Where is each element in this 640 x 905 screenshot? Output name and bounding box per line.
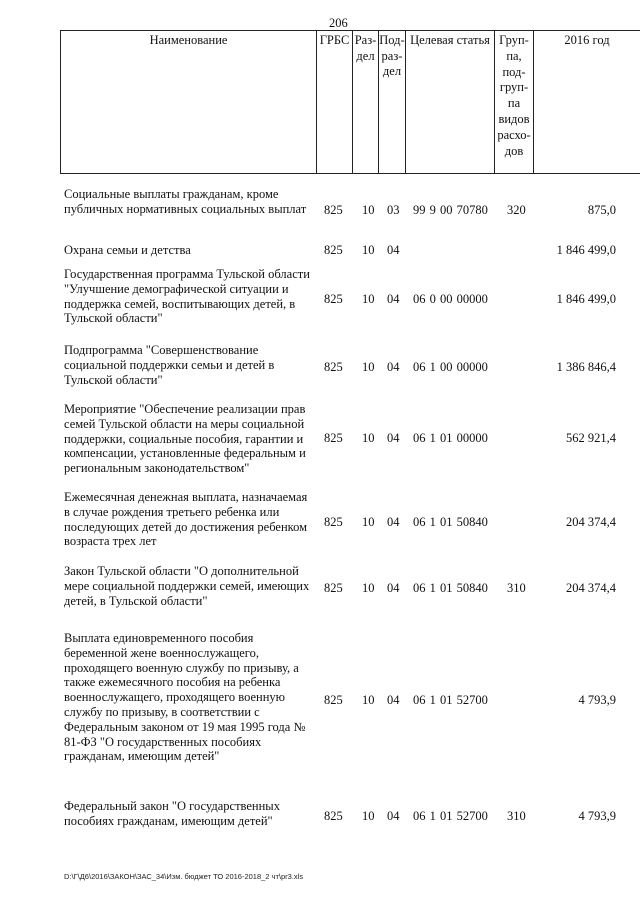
row-podrazdel: 03 [387,203,400,217]
header-top-rule [60,30,640,31]
row-name: Ежемесячная денежная выплата, назначаемая в случае рождения третьего ребенка или последующих детей до достижения ребенком возраста трех лет [64,490,308,549]
row-amount: 875,0 [587,203,616,217]
row-target-article: 06 1 01 50840 [413,581,488,595]
row-grbs: 825 [324,203,343,217]
row-expense-type: 310 [507,581,526,595]
row-razdel: 10 [362,360,375,374]
row-podrazdel: 04 [387,581,400,595]
row-amount: 562 921,4 [566,431,616,445]
row-amount: 4 793,9 [578,693,616,707]
row-grbs: 825 [324,693,343,707]
row-podrazdel: 04 [387,360,400,374]
row-razdel: 10 [362,431,375,445]
row-podrazdel: 04 [387,515,400,529]
row-razdel: 10 [362,203,375,217]
header-year: 2016 год [564,33,610,47]
row-target-article: 06 1 01 52700 [413,809,488,823]
row-podrazdel: 04 [387,809,400,823]
row-target-article: 06 1 01 00000 [413,431,488,445]
page-number: 206 [329,16,348,30]
row-razdel: 10 [362,693,375,707]
header-grbs: ГРБС [319,33,350,47]
row-name: Выплата единовременного пособия беременной жене военнослужащего, проходящего военную службу по призыву, а также ежемесячного пособия на ребенка военнослужащего, проходящего военную службу по призыву, в соответствии с Федеральным законом от 19 мая 1995 года № 81-ФЗ "О государственных пособиях гражданам, имеющим детей" [64,631,306,764]
row-amount: 4 793,9 [578,809,616,823]
header-razdel: Раз- дел [354,33,377,63]
row-amount: 1 846 499,0 [556,243,616,257]
row-name: Социальные выплаты гражданам, кроме публичных нормативных социальных выплат [64,187,307,216]
row-target-article: 99 9 00 70780 [413,203,488,217]
header-target-article: Целевая статья [410,33,490,47]
header-divider [533,30,534,174]
row-expense-type: 310 [507,809,526,823]
row-expense-type: 320 [507,203,526,217]
row-grbs: 825 [324,360,343,374]
file-path-footer: D:\Г\Д6\2016\ЗАКОН\ЗАС_34\Изм. бюджет ТО 2016-2018_2 чт\pr3.xls [64,872,304,881]
row-target-article: 06 1 01 52700 [413,693,488,707]
row-amount: 204 374,4 [566,581,616,595]
row-grbs: 825 [324,243,343,257]
row-name: Подпрограмма "Совершенствование социальной поддержки семьи и детей в Тульской области" [64,343,275,387]
row-razdel: 10 [362,581,375,595]
row-grbs: 825 [324,292,343,306]
row-name: Государственная программа Тульской области "Улучшение демографической ситуации и поддержка семей, воспитывающих детей, в Тульской области" [64,267,310,326]
row-name: Федеральный закон "О государственных пособиях гражданам, имеющим детей" [64,799,280,828]
header-divider [405,30,406,174]
row-grbs: 825 [324,809,343,823]
row-name: Охрана семьи и детства [64,243,191,257]
row-target-article: 06 0 00 00000 [413,292,488,306]
row-name: Мероприятие "Обеспечение реализации прав семей Тульской области на меры социальной поддержки, социальные пособия, гарантии и компенсации, установленные федеральным и региональным законодательством" [64,402,306,476]
row-grbs: 825 [324,431,343,445]
row-podrazdel: 04 [387,243,400,257]
row-razdel: 10 [362,515,375,529]
header-name: Наименование [149,33,228,47]
row-razdel: 10 [362,809,375,823]
row-grbs: 825 [324,581,343,595]
row-razdel: 10 [362,243,375,257]
row-target-article: 06 1 01 50840 [413,515,488,529]
row-podrazdel: 04 [387,693,400,707]
header-divider [316,30,317,174]
header-expense-type: Груп- па, под- груп- па видов расхо- дов [497,33,531,158]
row-amount: 204 374,4 [566,515,616,529]
header-podrazdel: Под- раз- дел [379,33,405,78]
header-divider [60,30,61,174]
header-bottom-rule [60,173,640,174]
row-grbs: 825 [324,515,343,529]
row-podrazdel: 04 [387,431,400,445]
row-name: Закон Тульской области "О дополнительной мере социальной поддержки семей, имеющих детей, в Тульской области" [64,564,310,608]
row-amount: 1 846 499,0 [556,292,616,306]
row-podrazdel: 04 [387,292,400,306]
row-amount: 1 386 846,4 [556,360,616,374]
row-razdel: 10 [362,292,375,306]
row-target-article: 06 1 00 00000 [413,360,488,374]
